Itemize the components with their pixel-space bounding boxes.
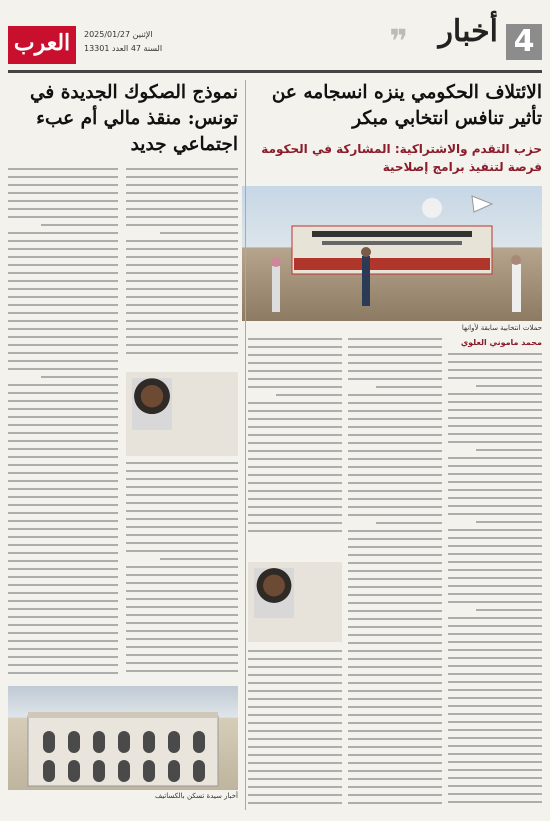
column-divider: [245, 80, 246, 810]
author-portrait: [254, 568, 294, 618]
main-subheadline: حزب التقدم والاشتراكية: المشاركة في الحكومة فرصة لتنفيذ برامج إصلاحية: [261, 142, 542, 174]
side-author-card: [126, 372, 238, 456]
photo-caption: حملات انتخابية سابقة لأوانها: [461, 324, 542, 332]
side-column-right-continued: [126, 462, 238, 678]
side-column-left: [8, 168, 118, 678]
issue-date: الإثنين 2025/01/27: [84, 30, 153, 39]
article-column-3: [248, 338, 342, 558]
main-headline: الائتلاف الحكومي ينزه انسجامه عن تأثير تنافس انتخابي مبكر: [271, 82, 542, 129]
section-title: أخبار: [438, 14, 498, 49]
side-headline: نموذج الصكوك الجديدة في تونس: منقذ مالي أم عبء اجتماعي جديد: [30, 82, 238, 155]
side-photo: [8, 686, 238, 790]
page-number: 4: [506, 24, 542, 60]
side-author-portrait: [132, 378, 172, 430]
campaign-scene-image: [242, 186, 542, 321]
article-column-2: [348, 338, 442, 808]
side-photo-caption: أخبار سيدة تسكن بالكساتيف: [154, 792, 238, 800]
building-image: [8, 686, 238, 790]
author-card: [248, 562, 342, 642]
quote-icon: ❞: [389, 22, 408, 60]
article-column-1: [448, 338, 542, 808]
issue-number: السنة 47 العدد 13301: [84, 44, 163, 53]
masthead-divider: [8, 70, 542, 73]
side-column-right: [126, 168, 238, 368]
main-photo: [242, 186, 542, 321]
newspaper-logo: العرب: [13, 30, 71, 56]
byline: محمد ماموني العلوي: [460, 338, 542, 347]
article-column-3-continued: [248, 650, 342, 808]
